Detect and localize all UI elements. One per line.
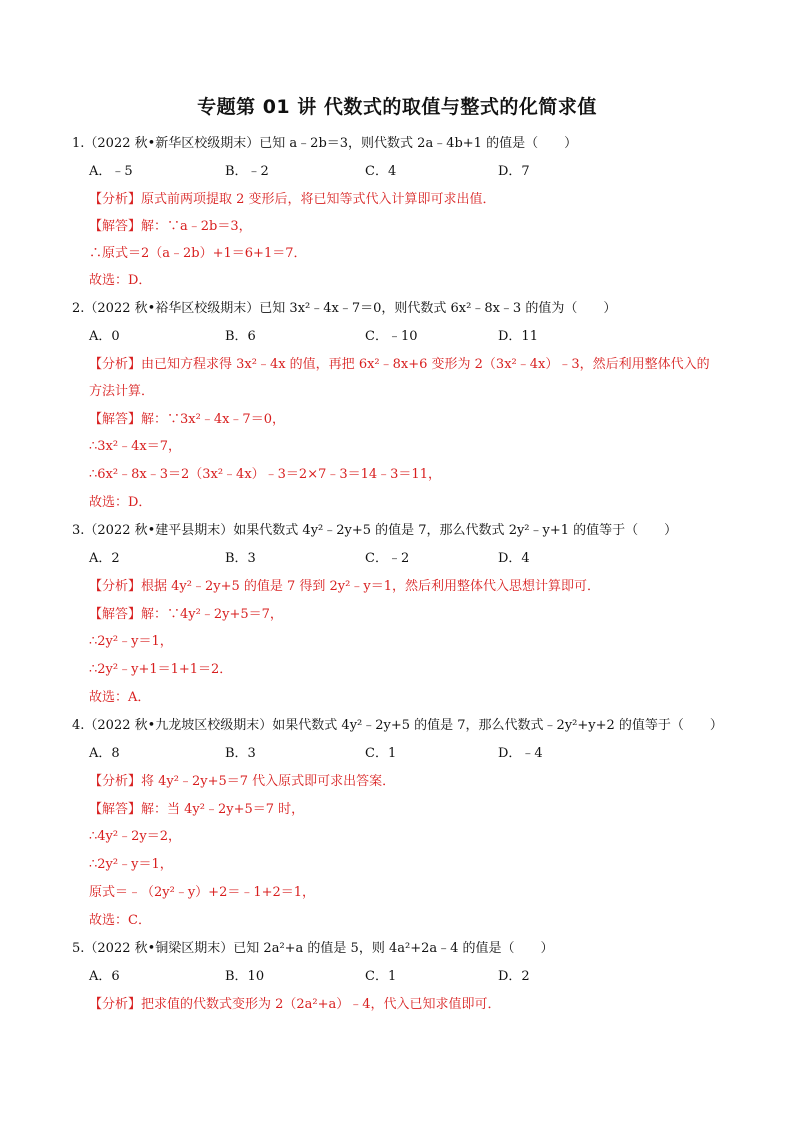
q5-analysis: 【分析】把求值的代数式变形为 2（2a²+a）﹣4，代入已知求值即可．	[89, 997, 501, 1012]
page-title: 专题第 01 讲 代数式的取值与整式的化简求值	[197, 96, 597, 118]
question-2-options	[0, 326, 794, 348]
q3-answer-line-1: 【解答】解：∵4y²﹣2y+5＝7，	[89, 607, 283, 622]
q1-option-a: A．﹣5	[89, 164, 133, 179]
q4-answer-line-4: 原式＝﹣（2y²﹣y）+2＝﹣1+2＝1，	[89, 885, 316, 900]
q1-option-c: C．4	[365, 164, 397, 179]
q4-analysis: 【分析】将 4y²﹣2y+5＝7 代入原式即可求出答案．	[89, 774, 396, 789]
q4-answer-line-3: ∴2y²﹣y＝1，	[89, 857, 173, 872]
q2-option-b: B．6	[225, 329, 256, 344]
q3-option-a: A．2	[89, 551, 120, 566]
q4-answer-line-2: ∴4y²﹣2y＝2，	[89, 829, 181, 844]
q1-option-d: D．7	[498, 164, 530, 179]
question-4-stem: 4.（2022 秋•九龙坡区校级期末）如果代数式 4y²﹣2y+5 的值是 7，那么代数式﹣2y²+y+2 的值等于（ ）	[72, 718, 723, 733]
q3-option-d: D．4	[498, 551, 530, 566]
q2-answer-line-2: ∴3x²﹣4x＝7，	[89, 439, 181, 454]
q5-option-c: C．1	[365, 969, 397, 984]
q2-option-c: C．﹣10	[365, 329, 418, 344]
q3-answer-line-3: ∴2y²﹣y+1＝1+1＝2．	[89, 662, 233, 677]
question-5-options	[0, 966, 794, 988]
question-1-stem: 1.（2022 秋•新华区校级期末）已知 a﹣2b＝3，则代数式 2a﹣4b+1 的值是（ ）	[72, 136, 578, 151]
q4-option-a: A．8	[89, 746, 120, 761]
q1-answer-line-1: 【解答】解：∵a﹣2b＝3，	[89, 219, 252, 234]
q4-option-b: B．3	[225, 746, 256, 761]
q5-option-a: A．6	[89, 969, 120, 984]
q3-option-b: B．3	[225, 551, 256, 566]
q4-choice: 故选：C．	[89, 913, 151, 928]
q3-answer-line-2: ∴2y²﹣y＝1，	[89, 634, 173, 649]
q2-analysis-line-2: 方法计算．	[89, 384, 155, 399]
question-3-stem: 3.（2022 秋•建平县期末）如果代数式 4y²﹣2y+5 的值是 7，那么代数式 2y²﹣y+1 的值等于（ ）	[72, 523, 678, 538]
q2-answer-line-3: ∴6x²﹣8x﹣3＝2（3x²﹣4x）﹣3＝2×7﹣3＝14﹣3＝11，	[89, 467, 441, 482]
q2-analysis-line-1: 【分析】由已知方程求得 3x²﹣4x 的值，再把 6x²﹣8x+6 变形为 2（3x²﹣4x）﹣3，然后利用整体代入的	[89, 357, 710, 372]
q5-option-d: D．2	[498, 969, 530, 984]
q4-option-c: C．1	[365, 746, 397, 761]
q2-option-d: D．11	[498, 329, 538, 344]
q3-option-c: C．﹣2	[365, 551, 410, 566]
q1-answer-line-2: ∴原式＝2（a﹣2b）+1＝6+1＝7．	[89, 246, 307, 261]
q4-option-d: D．﹣4	[498, 746, 543, 761]
q5-option-b: B．10	[225, 969, 265, 984]
q1-analysis: 【分析】原式前两项提取 2 变形后，将已知等式代入计算即可求出值．	[89, 192, 496, 207]
question-2-stem: 2.（2022 秋•裕华区校级期末）已知 3x²﹣4x﹣7＝0，则代数式 6x²﹣8x﹣3 的值为（ ）	[72, 301, 617, 316]
question-5-stem: 5.（2022 秋•铜梁区期末）已知 2a²+a 的值是 5，则 4a²+2a﹣4 的值是（ ）	[72, 941, 554, 956]
q2-choice: 故选：D．	[89, 495, 152, 510]
q3-choice: 故选：A．	[89, 690, 151, 705]
q4-answer-line-1: 【解答】解：当 4y²﹣2y+5＝7 时，	[89, 802, 305, 817]
question-3-options	[0, 548, 794, 570]
q2-answer-line-1: 【解答】解：∵3x²﹣4x﹣7＝0，	[89, 412, 285, 427]
question-1-options	[0, 161, 794, 183]
q3-analysis: 【分析】根据 4y²﹣2y+5 的值是 7 得到 2y²﹣y＝1，然后利用整体代入思想计算即可．	[89, 579, 600, 594]
question-4-options	[0, 743, 794, 765]
q1-choice: 故选：D．	[89, 273, 152, 288]
q2-option-a: A．0	[89, 329, 120, 344]
q1-option-b: B．﹣2	[225, 164, 269, 179]
